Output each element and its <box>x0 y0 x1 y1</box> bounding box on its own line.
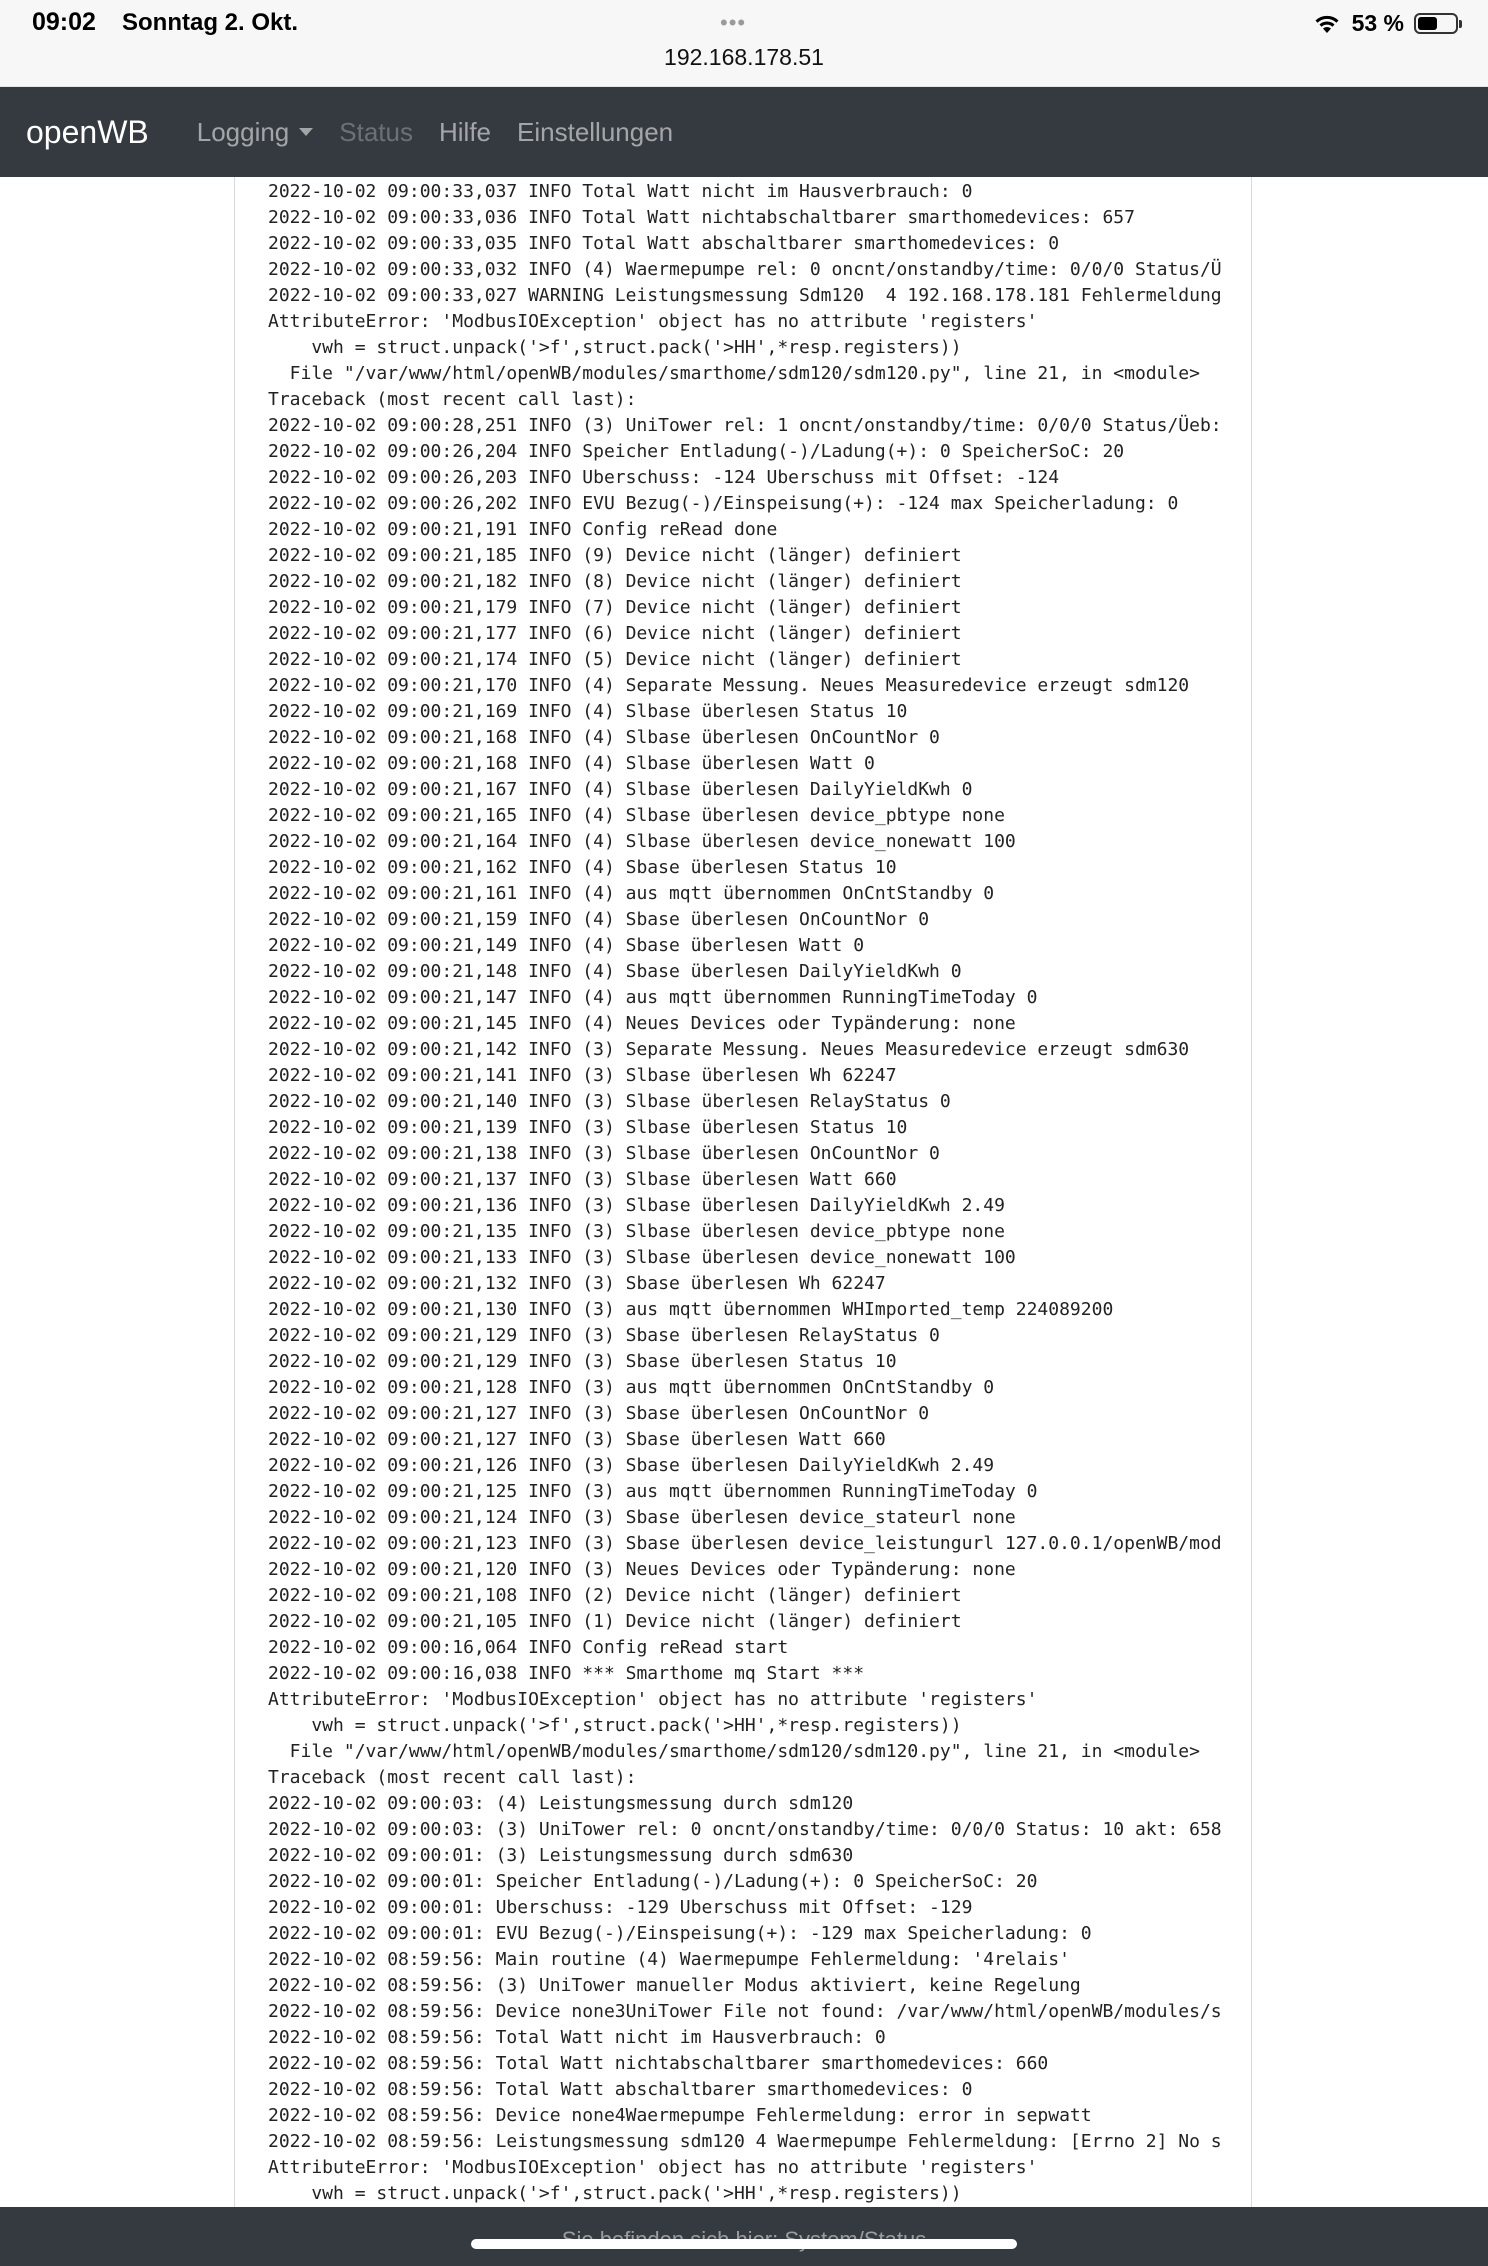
nav-item-label: Status <box>339 116 413 147</box>
log-line: 2022-10-02 09:00:21,136 INFO (3) Slbase überlesen DailyYieldKwh 2.49 <box>268 1195 1005 1216</box>
log-line: 2022-10-02 09:00:21,148 INFO (4) Sbase überlesen DailyYieldKwh 0 <box>268 961 962 982</box>
log-line: Traceback (most recent call last): <box>268 389 637 410</box>
log-line: 2022-10-02 09:00:21,128 INFO (3) aus mqtt übernommen OnCntStandby 0 <box>268 1377 995 1398</box>
nav-item-label: Hilfe <box>439 116 492 147</box>
log-line: AttributeError: 'ModbusIOException' object has no attribute 'registers' <box>268 1689 1038 1710</box>
log-line: 2022-10-02 09:00:21,120 INFO (3) Neues Devices oder Typänderung: none <box>268 1559 1016 1580</box>
log-line: 2022-10-02 09:00:21,162 INFO (4) Sbase überlesen Status 10 <box>268 857 897 878</box>
chevron-down-icon <box>299 128 313 136</box>
log-line: 2022-10-02 08:59:56: Device none3UniTower File not found: /var/www/html/openWB/modules/s <box>268 2001 1222 2022</box>
log-line: 2022-10-02 09:00:21,133 INFO (3) Slbase überlesen device_nonewatt 100 <box>268 1247 1016 1268</box>
log-line: 2022-10-02 09:00:01: Uberschuss: -129 Uberschuss mit Offset: -129 <box>268 1897 973 1918</box>
log-line: 2022-10-02 09:00:21,142 INFO (3) Separate Messung. Neues Measuredevice erzeugt sdm630 <box>268 1039 1190 1060</box>
status-indicators <box>1312 10 1458 37</box>
log-line: 2022-10-02 08:59:56: Device none4Waermepumpe Fehlermeldung: error in sepwatt <box>268 2105 1092 2126</box>
log-line: 2022-10-02 09:00:21,140 INFO (3) Slbase überlesen RelayStatus 0 <box>268 1091 951 1112</box>
log-line: 2022-10-02 09:00:28,251 INFO (3) UniTower rel: 1 oncnt/onstandby/time: 0/0/0 Status/Üeb: <box>268 415 1222 436</box>
log-line: 2022-10-02 09:00:21,145 INFO (4) Neues Devices oder Typänderung: none <box>268 1013 1016 1034</box>
log-line: Traceback (most recent call last): <box>268 1767 637 1788</box>
log-lines <box>268 179 1251 2207</box>
log-line: 2022-10-02 09:00:21,108 INFO (2) Device nicht (länger) definiert <box>268 1585 962 1606</box>
log-line: 2022-10-02 09:00:21,127 INFO (3) Sbase überlesen Watt 660 <box>268 1429 886 1450</box>
log-line: 2022-10-02 09:00:21,139 INFO (3) Slbase überlesen Status 10 <box>268 1117 908 1138</box>
home-indicator[interactable] <box>471 2239 1017 2249</box>
navbar <box>0 87 1488 177</box>
nav-item-logging[interactable] <box>197 117 314 148</box>
log-line: 2022-10-02 09:00:26,202 INFO EVU Bezug(-)/Einspeisung(+): -124 max Speicherladung: 0 <box>268 493 1179 514</box>
log-line: vwh = struct.unpack('>f',struct.pack('>HH',*resp.registers)) <box>268 1715 962 1736</box>
nav-item-status[interactable] <box>339 117 413 148</box>
log-line: AttributeError: 'ModbusIOException' object has no attribute 'registers' <box>268 311 1038 332</box>
nav-item-label: Einstellungen <box>517 116 674 147</box>
log-line: 2022-10-02 09:00:21,170 INFO (4) Separate Messung. Neues Measuredevice erzeugt sdm120 <box>268 675 1190 696</box>
log-line: 2022-10-02 09:00:21,165 INFO (4) Slbase überlesen device_pbtype none <box>268 805 1005 826</box>
log-line: 2022-10-02 09:00:33,032 INFO (4) Waermepumpe rel: 0 oncnt/onstandby/time: 0/0/0 Status/Ü <box>268 259 1222 280</box>
log-line: 2022-10-02 08:59:56: Leistungsmessung sdm120 4 Waermepumpe Fehlermeldung: [Errno 2] No s <box>268 2131 1222 2152</box>
nav-item-label: Logging <box>196 116 290 147</box>
log-line: 2022-10-02 09:00:26,204 INFO Speicher Entladung(-)/Ladung(+): 0 SpeicherSoC: 20 <box>268 441 1125 462</box>
log-line: 2022-10-02 09:00:21,127 INFO (3) Sbase überlesen OnCountNor 0 <box>268 1403 930 1424</box>
multitasking-dots-icon[interactable]: ••• <box>720 10 747 35</box>
address-bar-url[interactable]: 192.168.178.51 <box>664 44 824 70</box>
log-line: 2022-10-02 09:00:16,064 INFO Config reRead start <box>268 1637 789 1658</box>
log-line: 2022-10-02 09:00:21,185 INFO (9) Device nicht (länger) definiert <box>268 545 962 566</box>
log-line: 2022-10-02 09:00:21,130 INFO (3) aus mqtt übernommen WHImported_temp 224089200 <box>268 1299 1114 1320</box>
log-line: 2022-10-02 08:59:56: (3) UniTower manueller Modus aktiviert, keine Regelung <box>268 1975 1081 1996</box>
log-line: 2022-10-02 09:00:16,038 INFO *** Smarthome mq Start *** <box>268 1663 865 1684</box>
log-line: 2022-10-02 08:59:56: Total Watt nichtabschaltbarer smarthomedevices: 660 <box>268 2053 1049 2074</box>
battery-icon <box>1414 13 1458 34</box>
log-line: 2022-10-02 09:00:01: Speicher Entladung(-)/Ladung(+): 0 SpeicherSoC: 20 <box>268 1871 1038 1892</box>
log-line: 2022-10-02 09:00:21,169 INFO (4) Slbase überlesen Status 10 <box>268 701 908 722</box>
log-line: File "/var/www/html/openWB/modules/smarthome/sdm120/sdm120.py", line 21, in <module> <box>268 363 1200 384</box>
log-line: 2022-10-02 09:00:21,168 INFO (4) Slbase überlesen OnCountNor 0 <box>268 727 940 748</box>
nav-item-hilfe[interactable] <box>439 117 491 148</box>
log-line: 2022-10-02 09:00:21,182 INFO (8) Device nicht (länger) definiert <box>268 571 962 592</box>
log-line: vwh = struct.unpack('>f',struct.pack('>HH',*resp.registers)) <box>268 2183 962 2204</box>
log-line: 2022-10-02 09:00:21,135 INFO (3) Slbase überlesen device_pbtype none <box>268 1221 1005 1242</box>
nav-item-einstellungen[interactable] <box>517 117 673 148</box>
log-line: 2022-10-02 09:00:21,125 INFO (3) aus mqtt übernommen RunningTimeToday 0 <box>268 1481 1038 1502</box>
log-line: 2022-10-02 09:00:21,141 INFO (3) Slbase überlesen Wh 62247 <box>268 1065 897 1086</box>
battery-percent: 53 % <box>1351 10 1404 36</box>
log-line: 2022-10-02 08:59:56: Total Watt abschaltbarer smarthomedevices: 0 <box>268 2079 973 2100</box>
log-line: 2022-10-02 09:00:21,159 INFO (4) Sbase überlesen OnCountNor 0 <box>268 909 930 930</box>
log-line: 2022-10-02 09:00:21,179 INFO (7) Device nicht (länger) definiert <box>268 597 962 618</box>
log-line: 2022-10-02 09:00:01: (3) Leistungsmessung durch sdm630 <box>268 1845 854 1866</box>
log-line: 2022-10-02 09:00:21,164 INFO (4) Slbase überlesen device_nonewatt 100 <box>268 831 1016 852</box>
log-line: 2022-10-02 09:00:21,132 INFO (3) Sbase überlesen Wh 62247 <box>268 1273 886 1294</box>
log-line: 2022-10-02 08:59:56: Main routine (4) Waermepumpe Fehlermeldung: '4relais' <box>268 1949 1070 1970</box>
log-line: 2022-10-02 09:00:21,105 INFO (1) Device nicht (länger) definiert <box>268 1611 962 1632</box>
log-line: vwh = struct.unpack('>f',struct.pack('>HH',*resp.registers)) <box>268 337 962 358</box>
log-line: 2022-10-02 09:00:33,036 INFO Total Watt nichtabschaltbarer smarthomedevices: 657 <box>268 207 1135 228</box>
log-line: 2022-10-02 09:00:33,027 WARNING Leistungsmessung Sdm120 4 192.168.178.181 Fehlermeldung <box>268 285 1222 306</box>
log-line: 2022-10-02 09:00:21,149 INFO (4) Sbase überlesen Watt 0 <box>268 935 865 956</box>
wifi-icon <box>1312 13 1342 35</box>
log-line: 2022-10-02 09:00:21,168 INFO (4) Slbase überlesen Watt 0 <box>268 753 875 774</box>
log-line: 2022-10-02 09:00:21,161 INFO (4) aus mqtt übernommen OnCntStandby 0 <box>268 883 995 904</box>
clock-date: Sonntag 2. Okt. <box>122 9 299 36</box>
log-line: 2022-10-02 09:00:26,203 INFO Uberschuss: -124 Uberschuss mit Offset: -124 <box>268 467 1060 488</box>
log-line: 2022-10-02 09:00:21,129 INFO (3) Sbase überlesen Status 10 <box>268 1351 897 1372</box>
battery-level-fill <box>1418 17 1437 30</box>
log-line: 2022-10-02 09:00:21,124 INFO (3) Sbase überlesen device_stateurl none <box>268 1507 1016 1528</box>
log-line: 2022-10-02 09:00:21,123 INFO (3) Sbase überlesen device_leistungurl 127.0.0.1/openWB/mod <box>268 1533 1222 1554</box>
log-line: 2022-10-02 09:00:21,138 INFO (3) Slbase überlesen OnCountNor 0 <box>268 1143 940 1164</box>
brand-logo[interactable]: openWB <box>26 113 149 150</box>
log-line: 2022-10-02 09:00:21,129 INFO (3) Sbase überlesen RelayStatus 0 <box>268 1325 940 1346</box>
log-line: 2022-10-02 09:00:21,126 INFO (3) Sbase überlesen DailyYieldKwh 2.49 <box>268 1455 995 1476</box>
log-line: 2022-10-02 08:59:56: Total Watt nicht im Hausverbrauch: 0 <box>268 2027 886 2048</box>
log-line: 2022-10-02 09:00:21,167 INFO (4) Slbase überlesen DailyYieldKwh 0 <box>268 779 973 800</box>
log-line: 2022-10-02 09:00:21,177 INFO (6) Device nicht (länger) definiert <box>268 623 962 644</box>
log-line: 2022-10-02 09:00:33,035 INFO Total Watt abschaltbarer smarthomedevices: 0 <box>268 233 1060 254</box>
clock-time: 09:02 <box>32 8 96 36</box>
log-output-panel[interactable] <box>234 177 1252 2207</box>
browser-status-bar <box>0 0 1488 87</box>
log-line: 2022-10-02 09:00:21,147 INFO (4) aus mqtt übernommen RunningTimeToday 0 <box>268 987 1038 1008</box>
nav-menu <box>197 117 699 148</box>
log-line: 2022-10-02 09:00:03: (4) Leistungsmessung durch sdm120 <box>268 1793 854 1814</box>
log-line: File "/var/www/html/openWB/modules/smarthome/sdm120/sdm120.py", line 21, in <module> <box>268 1741 1200 1762</box>
log-line: 2022-10-02 09:00:03: (3) UniTower rel: 0 oncnt/onstandby/time: 0/0/0 Status: 10 akt: 658 <box>268 1819 1222 1840</box>
footer-bar <box>0 2207 1488 2266</box>
log-line: 2022-10-02 09:00:33,037 INFO Total Watt nicht im Hausverbrauch: 0 <box>268 181 973 202</box>
log-line: AttributeError: 'ModbusIOException' object has no attribute 'registers' <box>268 2157 1038 2178</box>
log-line: 2022-10-02 09:00:21,174 INFO (5) Device nicht (länger) definiert <box>268 649 962 670</box>
log-line: 2022-10-02 09:00:01: EVU Bezug(-)/Einspeisung(+): -129 max Speicherladung: 0 <box>268 1923 1092 1944</box>
log-line: 2022-10-02 09:00:21,137 INFO (3) Slbase überlesen Watt 660 <box>268 1169 897 1190</box>
log-line: 2022-10-02 09:00:21,191 INFO Config reRead done <box>268 519 778 540</box>
